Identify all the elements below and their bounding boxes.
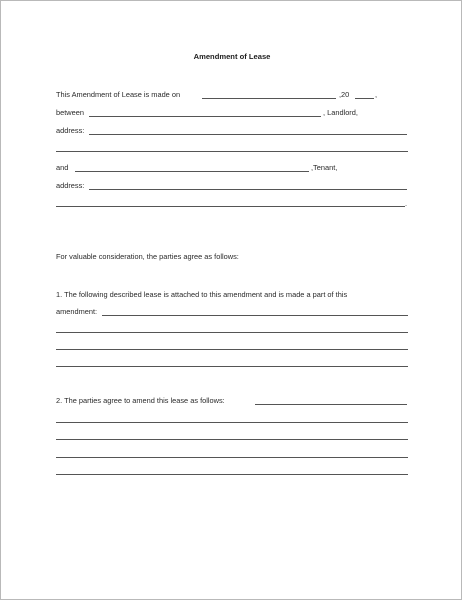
landlord-name-line[interactable]	[89, 116, 321, 117]
and-label: and	[56, 163, 69, 172]
tenant-address-end-period: .	[405, 199, 408, 208]
clause-1-text: 1. The following described lease is attached to this amendment and is made a part of this	[56, 290, 348, 299]
clause-1-line-2[interactable]	[56, 332, 408, 333]
date-blank-line[interactable]	[202, 98, 336, 99]
clause-2-line-4[interactable]	[56, 457, 408, 458]
document-title: Amendment of Lease	[193, 52, 271, 61]
year-blank-line[interactable]	[355, 98, 374, 99]
clause-1-amendment-label: amendment:	[56, 307, 98, 316]
between-label: between	[56, 108, 84, 117]
tenant-label: ,Tenant,	[311, 163, 338, 172]
clause-2-line-1[interactable]	[255, 404, 407, 405]
landlord-address-line-2[interactable]	[56, 151, 408, 152]
landlord-address-line-1[interactable]	[89, 134, 407, 135]
clause-1-line-3[interactable]	[56, 349, 408, 350]
clause-2-text: 2. The parties agree to amend this lease as follows:	[56, 396, 225, 405]
tenant-address-label: address:	[56, 181, 85, 190]
landlord-address-label: address:	[56, 126, 85, 135]
clause-1-line-1[interactable]	[102, 315, 408, 316]
consideration-text: For valuable consideration, the parties agree as follows:	[56, 252, 239, 261]
landlord-label: , Landlord,	[323, 108, 358, 117]
tenant-address-line-1[interactable]	[89, 189, 407, 190]
year-prefix: ,20	[339, 90, 350, 99]
year-suffix: ,	[375, 90, 378, 99]
clause-2-line-5[interactable]	[56, 474, 408, 475]
tenant-address-line-2[interactable]	[56, 206, 405, 207]
clause-2-line-3[interactable]	[56, 439, 408, 440]
clause-2-line-2[interactable]	[56, 422, 408, 423]
made-on-label: This Amendment of Lease is made on	[56, 90, 181, 99]
tenant-name-line[interactable]	[75, 171, 309, 172]
clause-1-line-4[interactable]	[56, 366, 408, 367]
